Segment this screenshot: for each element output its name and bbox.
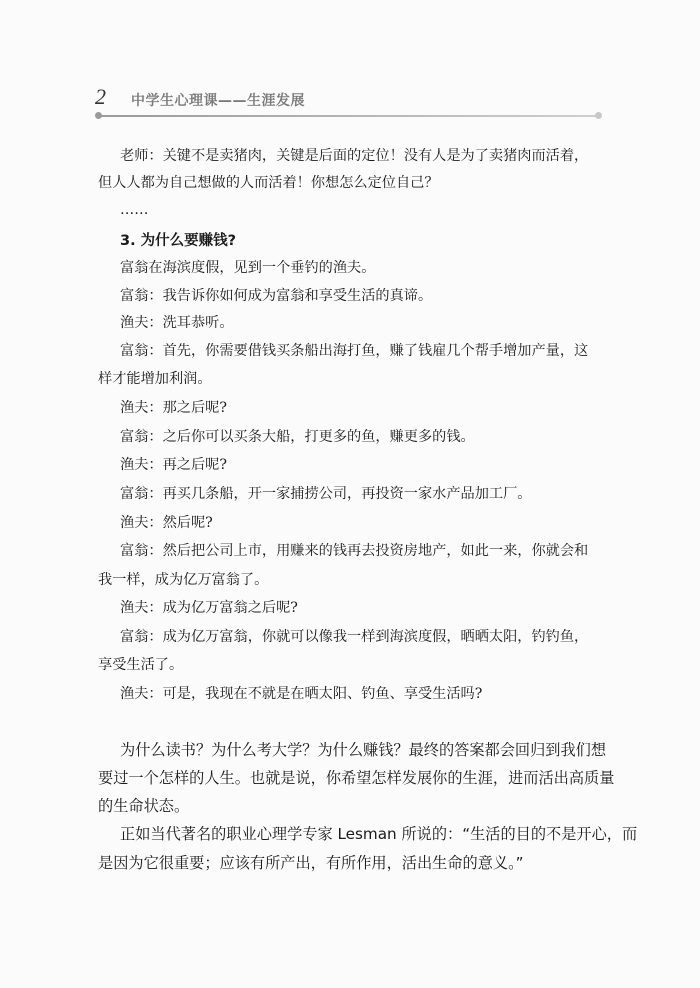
- dialogue-line: 富翁：首先，你需要借钱买条船出海打鱼，赚了钱雇几个帮手增加产量，这: [120, 343, 589, 359]
- page-number: 2: [95, 84, 106, 109]
- running-header-title: 中学生心理课——生涯发展: [131, 93, 305, 109]
- dialogue-line: 渔夫：再之后呢?: [120, 457, 227, 473]
- dialogue-line: 享受生活了。: [98, 657, 184, 673]
- dialogue-line: 渔夫：那之后呢?: [120, 400, 227, 416]
- ellipsis: ……: [120, 202, 149, 218]
- dialogue-line: 样才能增加利润。: [98, 371, 212, 387]
- dialogue-line: 富翁：然后把公司上市，用赚来的钱再去投资房地产，如此一来，你就会和: [120, 543, 589, 559]
- paragraph-line: 要过一个怎样的人生。也就是说，你希望怎样发展你的生涯，进而活出高质量: [98, 769, 615, 787]
- dialogue-line: 富翁在海滨度假，见到一个垂钓的渔夫。: [120, 260, 376, 276]
- dialogue-line: 渔夫：然后呢?: [120, 515, 213, 531]
- dialogue-line: 渔夫：成为亿万富翁之后呢?: [120, 600, 298, 616]
- paragraph-line: 正如当代著名的职业心理学专家 Lesman 所说的：“生活的目的不是开心，而: [120, 825, 638, 843]
- dialogue-line: 渔夫：洗耳恭听。: [120, 315, 234, 331]
- header-rule: [100, 115, 598, 117]
- intro-line: 但人人都为自己想做的人而活着！你想怎么定位自己？: [98, 175, 439, 191]
- dialogue-line: 渔夫：可是，我现在不就是在晒太阳、钓鱼、享受生活吗?: [120, 686, 483, 702]
- dialogue-line: 我一样，成为亿万富翁了。: [98, 572, 269, 588]
- dialogue-line: 富翁：再买几条船，开一家捕捞公司，再投资一家水产品加工厂。: [120, 486, 532, 502]
- dialogue-line: 富翁：之后你可以买条大船，打更多的鱼，赚更多的钱。: [120, 429, 475, 445]
- dialogue-line: 富翁：我告诉你如何成为富翁和享受生活的真谛。: [120, 288, 433, 304]
- header-rule-right-dot: [595, 112, 602, 119]
- paragraph-line: 是因为它很重要；应该有所产出，有所作用，活出生命的意义。”: [98, 854, 524, 872]
- paragraph-line: 的生命状态。: [98, 797, 190, 815]
- intro-line: 老师：关键不是卖猪肉，关键是后面的定位！没有人是为了卖猪肉而活着，: [120, 148, 589, 164]
- paragraph-line: 为什么读书？为什么考大学？为什么赚钱？最终的答案都会回归到我们想: [120, 741, 606, 759]
- section-heading: 3. 为什么要赚钱?: [120, 233, 237, 249]
- dialogue-line: 富翁：成为亿万富翁，你就可以像我一样到海滨度假，晒晒太阳，钓钓鱼，: [120, 629, 589, 645]
